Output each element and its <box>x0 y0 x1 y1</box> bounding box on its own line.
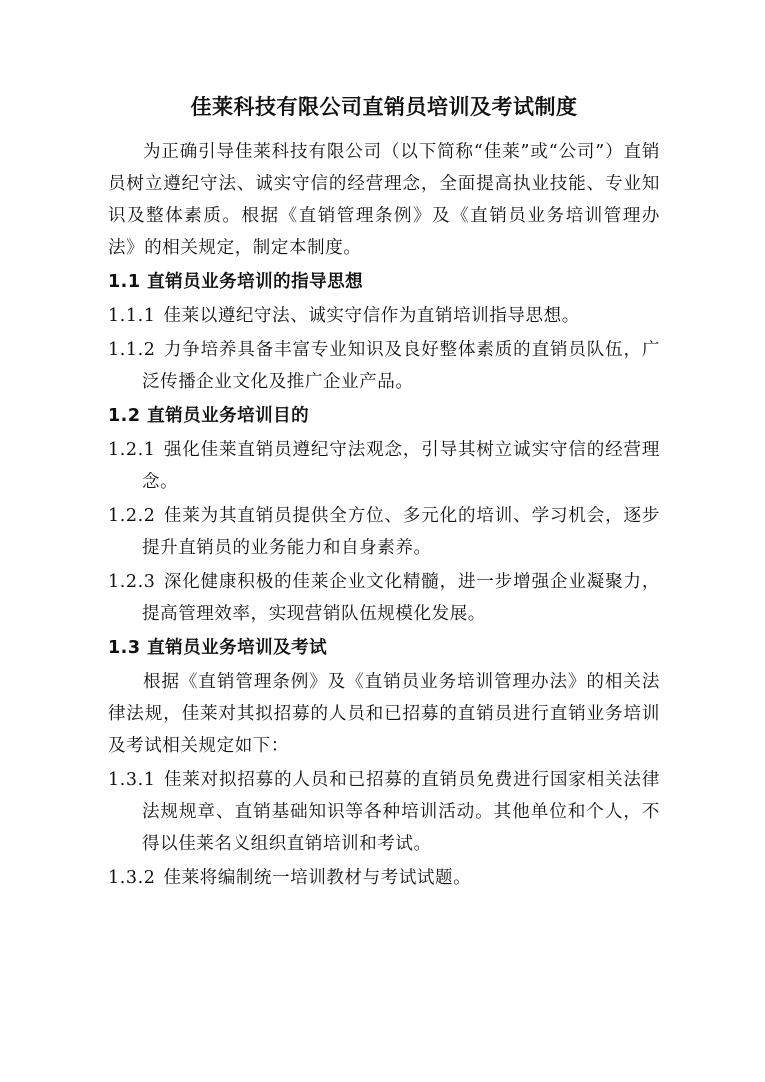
section-heading: 1.2 直销员业务培训目的 <box>108 406 310 426</box>
item-number: 1.1.2 <box>108 340 156 360</box>
item-number: 1.2.2 <box>108 506 156 526</box>
item-number: 1.2.3 <box>108 572 156 592</box>
list-item <box>108 434 660 498</box>
list-item <box>108 566 660 630</box>
document-title: 佳莱科技有限公司直销员培训及考试制度 <box>190 95 578 119</box>
list-item <box>108 862 660 894</box>
intro-paragraph: 为正确引导佳莱科技有限公司（以下简称“佳莱”或“公司”）直销员树立遵纪守法、诚实守信的经营理念，全面提高执业技能、专业知识及整体素质。根据《直销管理条例》及《直销员业务培训管理办法》的相关规定，制定本制度。 <box>108 142 660 258</box>
item-number: 1.1.1 <box>108 306 156 326</box>
section-1-2 <box>108 400 660 630</box>
item-text: 强化佳莱直销员遵纪守法观念，引导其树立诚实守信的经营理念。 <box>142 440 660 492</box>
document-page <box>108 92 660 896</box>
item-text: 力争培养具备丰富专业知识及良好整体素质的直销员队伍，广泛传播企业文化及推广企业产品。 <box>142 340 660 392</box>
item-text: 佳莱将编制统一培训教材与考试试题。 <box>163 868 472 888</box>
section-1-3 <box>108 632 660 894</box>
section-heading: 1.1 直销员业务培训的指导思想 <box>108 272 364 292</box>
item-number: 1.2.1 <box>108 440 156 460</box>
list-item <box>108 334 660 398</box>
list-item <box>108 764 660 860</box>
item-text: 深化健康积极的佳莱企业文化精髓，进一步增强企业凝聚力，提高管理效率，实现营销队伍规模化发展。 <box>142 572 660 624</box>
section-heading: 1.3 直销员业务培训及考试 <box>108 638 328 658</box>
item-text: 佳莱对拟招募的人员和已招募的直销员免费进行国家相关法律法规规章、直销基础知识等各种培训活动。其他单位和个人，不得以佳莱名义组织直销培训和考试。 <box>142 770 660 854</box>
section-1-1 <box>108 266 660 398</box>
item-text: 佳莱为其直销员提供全方位、多元化的培训、学习机会，逐步提升直销员的业务能力和自身素养。 <box>142 506 660 558</box>
list-item <box>108 300 660 332</box>
section-paragraph: 根据《直销管理条例》及《直销员业务培训管理办法》的相关法律法规，佳莱对其拟招募的人员和已招募的直销员进行直销业务培训及考试相关规定如下： <box>108 672 660 756</box>
item-number: 1.3.2 <box>108 868 156 888</box>
item-number: 1.3.1 <box>108 770 156 790</box>
list-item <box>108 500 660 564</box>
item-text: 佳莱以遵纪守法、诚实守信作为直销培训指导思想。 <box>163 306 580 326</box>
